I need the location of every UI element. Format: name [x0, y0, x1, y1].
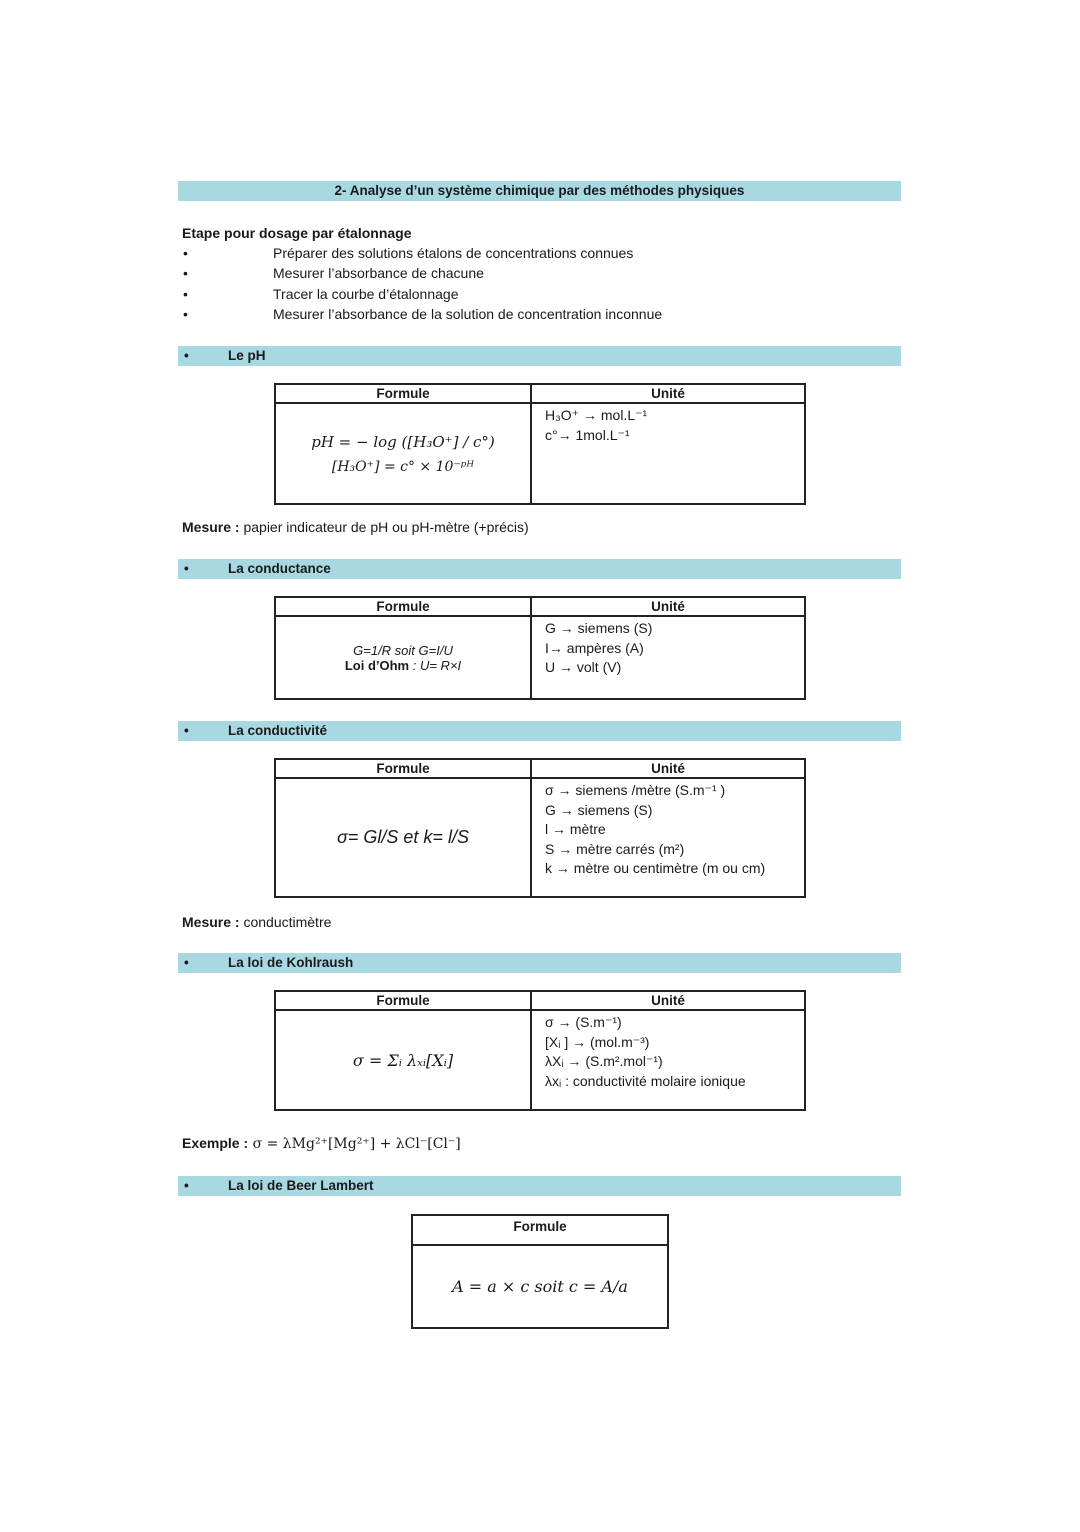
- unit-line: σ → siemens /mètre (S.m⁻¹ ): [545, 782, 726, 798]
- list-item: Mesurer l’absorbance de chacune: [273, 265, 484, 281]
- kohlrausch-formula: [275, 1010, 531, 1110]
- section-heading: La conductivité: [228, 723, 328, 738]
- section-bar-kohlrausch: [178, 953, 901, 973]
- exemple-text: σ = λMg²⁺[Mg²⁺] + λCl⁻[Cl⁻]: [248, 1136, 461, 1152]
- unit-line: G → siemens (S): [545, 801, 653, 818]
- section-heading: La conductance: [228, 561, 331, 576]
- section-title-bar: [178, 181, 901, 201]
- section-heading: La loi de Kohlraush: [228, 955, 354, 970]
- ohm-law: [276, 658, 530, 673]
- bullet: •: [183, 245, 188, 261]
- mesure-text: conductimètre: [239, 914, 332, 930]
- bullet: •: [183, 306, 188, 322]
- conductance-units: [531, 616, 805, 699]
- unit-line: U → volt (V): [545, 659, 622, 675]
- exemple-label: Exemple :: [182, 1135, 249, 1151]
- ph-table: [274, 383, 806, 505]
- list-item: Préparer des solutions étalons de concentrations connues: [273, 245, 634, 261]
- mesure-label: Mesure :: [182, 519, 240, 535]
- header-formule: Formule: [275, 991, 531, 1010]
- unit-line: λxᵢ : conductivité molaire ionique: [545, 1072, 746, 1089]
- mesure-text: papier indicateur de pH ou pH-mètre (+précis): [239, 519, 529, 535]
- bullet: •: [184, 955, 189, 970]
- steps-heading: Etape pour dosage par étalonnage: [182, 225, 412, 241]
- conductivite-units: [531, 778, 805, 897]
- kohlrausch-table: [274, 990, 806, 1111]
- kohlrausch-exemple: [182, 1134, 461, 1153]
- unit-line: H₃O⁺ → mol.L⁻¹: [545, 407, 648, 423]
- mesure-label: Mesure :: [182, 914, 240, 930]
- section-heading: Le pH: [228, 348, 266, 363]
- unit-line: c°→ 1mol.L⁻¹: [545, 426, 630, 443]
- section-bar-beer-lambert: [178, 1176, 901, 1196]
- beer-lambert-formula: [412, 1245, 668, 1328]
- ph-formula-1: pH = − log ([H₃O⁺] / c°): [311, 432, 495, 451]
- conductivite-formula: [275, 778, 531, 897]
- unit-line: l → mètre: [545, 821, 606, 837]
- ohm-formula: : U= R×I: [409, 657, 462, 673]
- bullet: •: [183, 265, 188, 281]
- header-unite: Unité: [531, 384, 805, 403]
- kohlrausch-formula-text: σ = Σᵢ λₓᵢ[Xᵢ]: [352, 1050, 454, 1070]
- ph-formula: [275, 403, 531, 504]
- section-bar-conductance: [178, 559, 901, 579]
- header-unite: Unité: [531, 597, 805, 616]
- section-heading: La loi de Beer Lambert: [228, 1178, 374, 1193]
- header-unite: Unité: [531, 759, 805, 778]
- bullet: •: [184, 723, 189, 738]
- ohm-label: Loi d’Ohm: [344, 657, 410, 673]
- bullet: •: [184, 348, 189, 363]
- unit-line: σ → (S.m⁻¹): [545, 1014, 622, 1030]
- conductance-formula-1: G=1/R soit G=I/U: [353, 642, 453, 658]
- header-formule: Formule: [275, 759, 531, 778]
- conductivite-table: [274, 758, 806, 898]
- bullet: •: [183, 286, 188, 302]
- ph-formula-2: [H₃O⁺] = c° × 10⁻ᵖᴴ: [331, 458, 475, 475]
- beer-lambert-formula-text: A = a × c soit c = A/a: [452, 1277, 628, 1296]
- unit-line: I→ ampères (A): [545, 639, 644, 656]
- unit-line: [Xᵢ ] → (mol.m⁻³): [545, 1033, 650, 1050]
- header-formule: Formule: [275, 597, 531, 616]
- conductivite-formula-text: σ= Gl/S et k= l/S: [337, 827, 469, 847]
- section-title: 2- Analyse d’un système chimique par des méthodes physiques: [334, 183, 745, 198]
- list-item: Tracer la courbe d’étalonnage: [273, 286, 459, 302]
- section-bar-conductivite: [178, 721, 901, 741]
- conductivite-mesure: [182, 913, 331, 931]
- unit-line: λXᵢ → (S.m².mol⁻¹): [545, 1053, 663, 1069]
- header-formule: Formule: [412, 1215, 668, 1245]
- bullet: •: [184, 561, 189, 576]
- section-bar-ph: [178, 346, 901, 366]
- conductance-table: [274, 596, 806, 700]
- list-item: Mesurer l’absorbance de la solution de concentration inconnue: [273, 306, 663, 322]
- beer-lambert-table: [411, 1214, 669, 1329]
- ph-mesure: [182, 518, 529, 536]
- header-unite: Unité: [531, 991, 805, 1010]
- unit-line: k → mètre ou centimètre (m ou cm): [545, 860, 766, 876]
- unit-line: G → siemens (S): [545, 620, 653, 636]
- conductance-formula: [275, 616, 531, 699]
- header-formule: Formule: [275, 384, 531, 403]
- kohlrausch-units: [531, 1010, 805, 1110]
- bullet: •: [184, 1178, 189, 1193]
- ph-units: [531, 403, 805, 504]
- unit-line: S → mètre carrés (m²): [545, 840, 685, 857]
